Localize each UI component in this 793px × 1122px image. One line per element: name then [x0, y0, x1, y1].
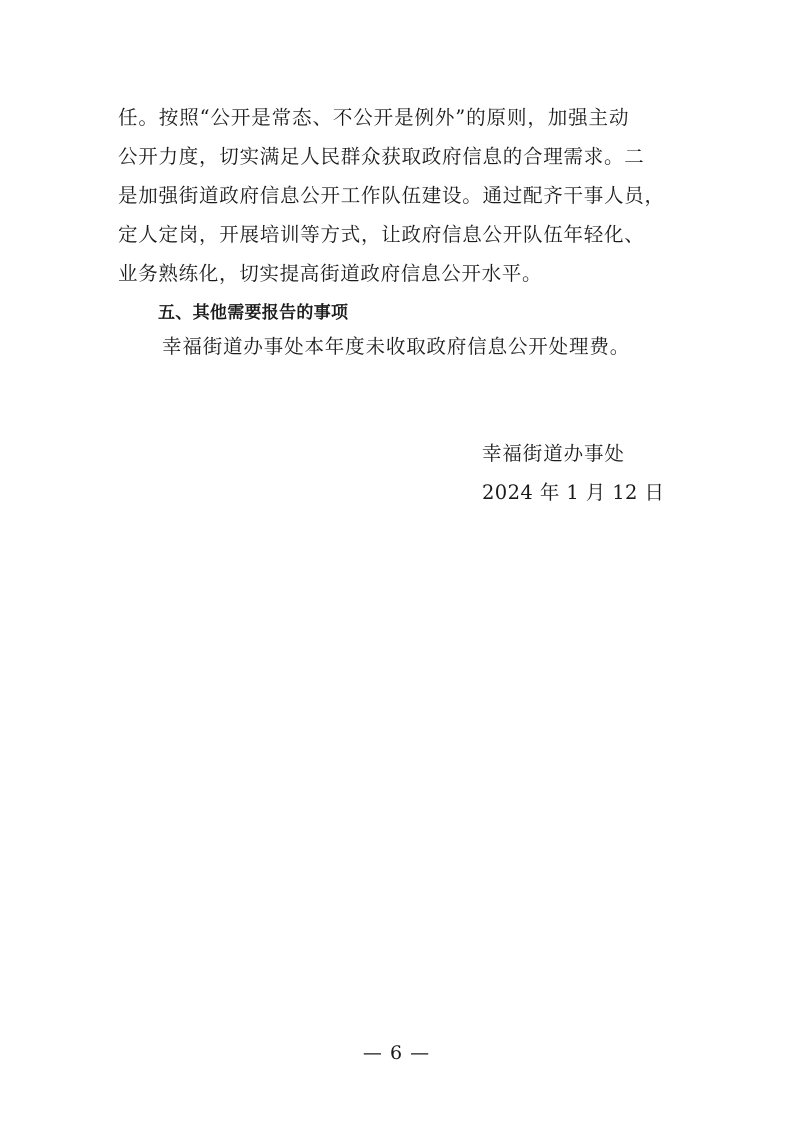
page-number: — 6 — [362, 1042, 431, 1064]
body-paragraph-line: 定人定岗，开展培训等方式，让政府信息公开队伍年轻化、 [118, 223, 645, 246]
body-paragraph-line: 是加强街道政府信息公开工作队伍建设。通过配齐干事人员， [118, 184, 665, 207]
body-paragraph-line: 任。按照“公开是常态、不公开是例外”的原则，加强主动 [118, 106, 630, 129]
signature-organization: 幸福街道办事处 [482, 442, 625, 465]
section-heading: 五、其他需要报告的事项 [158, 303, 349, 323]
signature-date: 2024 年 1 月 12 日 [482, 481, 665, 504]
body-paragraph-line: 业务熟练化，切实提高街道政府信息公开水平。 [118, 262, 543, 285]
body-paragraph-line: 公开力度，切实满足人民群众获取政府信息的合理需求。二 [118, 145, 645, 168]
section-body-text: 幸福街道办事处本年度未收取政府信息公开处理费。 [162, 335, 631, 358]
